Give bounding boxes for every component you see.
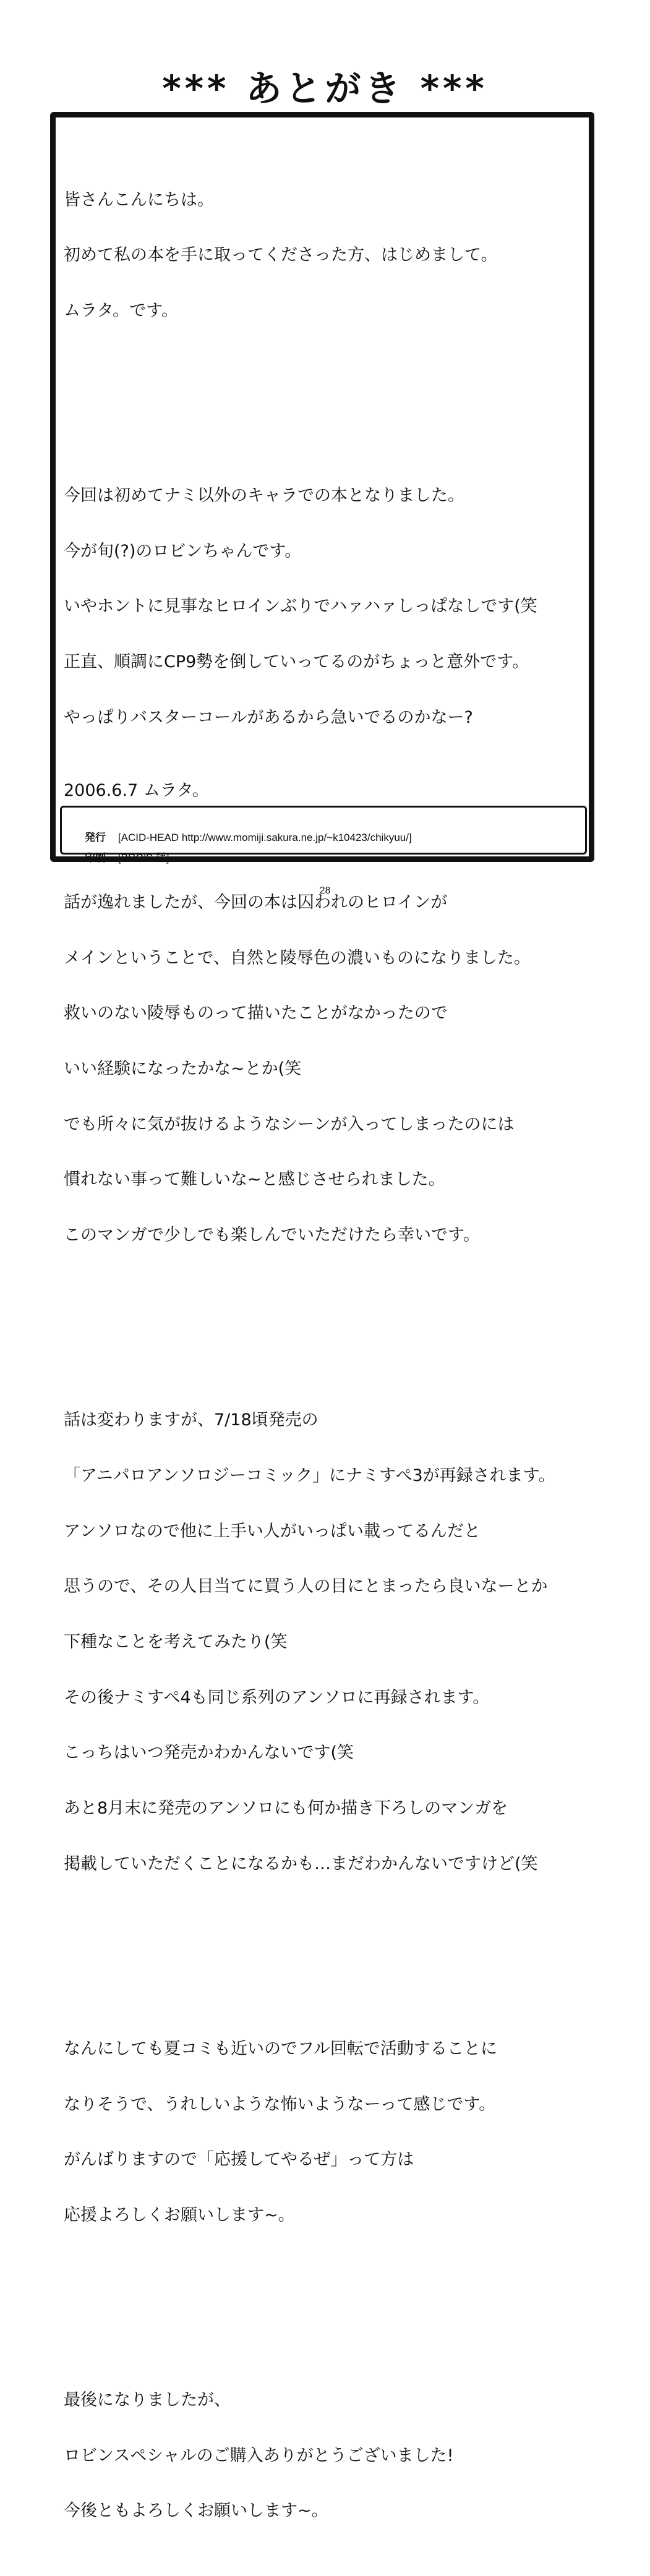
printer-label: 印刷 (84, 852, 106, 864)
text-line: このマンガで少しでも楽しんでいただけたら幸いです。 (64, 1226, 480, 1245)
text-line: メインということで、自然と陵辱色の濃いものになりました。 (64, 948, 531, 968)
text-line: 最後になりましたが、 (64, 2390, 231, 2410)
text-line: ロビンスペシャルのご購入ありがとうございました! (64, 2446, 454, 2465)
text-line: 話が逸れましたが、今回の本は囚われのヒロインが (64, 892, 448, 912)
text-line: やっぱりバスターコールがあるから急いでるのかなー? (64, 707, 473, 727)
text-line: 「アニパロアンソロジーコミック」にナミすぺ3が再録されます。 (64, 1465, 555, 1485)
text-line: 今後ともよろしくお願いします~。 (64, 2501, 328, 2521)
text-line: なんにしても夏コミも近いのでフル回転で活動することに (64, 2039, 497, 2058)
text-line: でも所々に気が抜けるようなシーンが入ってしまったのには (64, 1114, 515, 1134)
text-line: なりそうで、うれしいような怖いようなーって感じです。 (64, 2094, 496, 2114)
text-line: 初めて私の本を手に取ってくださった方、はじめまして。 (64, 245, 498, 265)
afterword-body (64, 117, 589, 2576)
text-line: いやホントに見事なヒロインぶりでハァハァしっぱなしです(笑 (64, 597, 537, 616)
text-line: がんばりますので「応援してやるぜ」って方は (64, 2150, 414, 2170)
text-line: アンソロなので他に上手い人がいっぱい載ってるんだと (64, 1521, 481, 1541)
page-title: *** あとがき *** (162, 67, 488, 109)
text-line: その後ナミすぺ4も同じ系列のアンソロに再録されます。 (64, 1687, 490, 1707)
paragraph (64, 2354, 589, 2557)
paragraph (64, 154, 589, 357)
text-line: 思うので、その人目当てに買う人の目にとまったら良いなーとか (64, 1577, 548, 1597)
page-number: 28 (319, 885, 331, 896)
paragraph (64, 856, 589, 1282)
paragraph (64, 2003, 589, 2262)
text-line: あと8月末に発売のアンソロにも何か描き下ろしのマンガを (64, 1799, 508, 1819)
signature: 2006.6.7 ムラタ。 (64, 781, 209, 800)
text-line: 掲載していただくことになるかも…まだわかんないですけど(笑 (64, 1854, 538, 1874)
text-line: 救いのない陵辱ものって描いたことがなかったので (64, 1004, 448, 1023)
text-line: いい経験になったかな~とか(笑 (64, 1059, 302, 1079)
text-line: こっちはいつ発売かわかんないです(笑 (64, 1743, 354, 1763)
paragraph (64, 450, 589, 764)
paragraph (64, 1374, 589, 1910)
printer-row (73, 837, 169, 877)
printer-value: [BRO'S 様] (118, 852, 169, 864)
imprint-box (60, 806, 587, 864)
publisher-value: [ACID-HEAD http://www.momiji.sakura.ne.jp/~k10423/chikyuu/] (118, 832, 412, 843)
text-line: 正直、順調にCP9勢を倒していってるのがちょっと意外です。 (64, 652, 529, 672)
text-line: 今回は初めてナミ以外のキャラでの本となりました。 (64, 486, 464, 506)
text-line: 皆さんこんにちは。 (64, 190, 214, 210)
text-line: 話は変わりますが、7/18頃発売の (64, 1410, 319, 1430)
text-line: 応援よろしくお願いします~。 (64, 2205, 295, 2225)
publisher-label: 発行 (84, 832, 106, 843)
text-line: 下種なことを考えてみたり(笑 (64, 1632, 288, 1652)
text-line: 今が旬(?)のロビンちゃんです。 (64, 541, 302, 561)
text-line: ムラタ。です。 (64, 301, 178, 321)
text-line: 慣れない事って難しいな~と感じさせられました。 (64, 1170, 445, 1190)
